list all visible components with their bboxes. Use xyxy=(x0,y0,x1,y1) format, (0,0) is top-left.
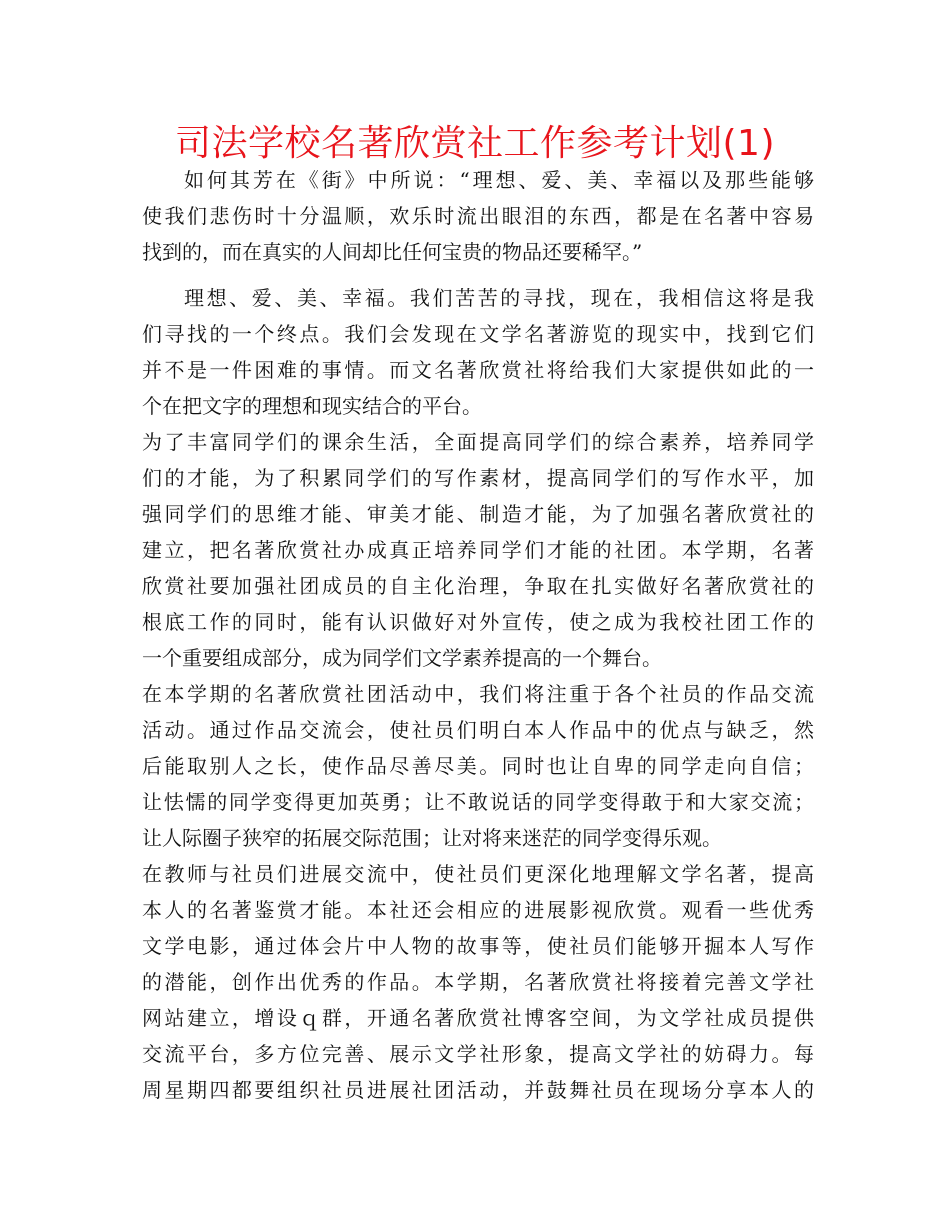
paragraph-2 xyxy=(142,280,814,424)
text-line: 周星期四都要组织社员进展社团活动，并鼓舞社员在现场分享本人的 xyxy=(142,1078,814,1102)
text-line: 交流平台，多方位完善、展示文学社形象，提高文学社的妨碍力。每 xyxy=(142,1042,814,1066)
text-line: 欣赏社要加强社团成员的自主化治理，争取在扎实做好名著欣赏社的 xyxy=(142,574,814,598)
text-line: 的潜能，创作出优秀的作品。本学期，名著欣赏社将接着完善文学社 xyxy=(142,970,814,994)
text-line: 使我们悲伤时十分温顺，欢乐时流出眼泪的东西，都是在名著中容易 xyxy=(142,204,814,228)
text-line: 后能取别人之长，使作品尽善尽美。同时也让自卑的同学走向自信； xyxy=(142,754,814,778)
document-title: 司法学校名著欣赏社工作参考计划(1) xyxy=(175,123,775,164)
paragraph-4 xyxy=(142,676,814,856)
text-line: 找到的，而在真实的人间却比任何宝贵的物品还要稀罕。” xyxy=(142,240,643,264)
text-line: 在教师与社员们进展交流中，使社员们更深化地理解文学名著，提高 xyxy=(142,862,814,886)
text-line: 如何其芳在《街》中所说：“理想、爱、美、幸福以及那些能够 xyxy=(184,168,814,192)
text-line: 一个重要组成部分，成为同学们文学素养提高的一个舞台。 xyxy=(142,646,662,670)
text-line: 强同学们的思维才能、审美才能、制造才能，为了加强名著欣赏社的 xyxy=(142,502,814,526)
text-line: 本人的名著鉴赏才能。本社还会相应的进展影视欣赏。观看一些优秀 xyxy=(142,898,814,922)
text-line: 为了丰富同学们的课余生活，全面提高同学们的综合素养，培养同学 xyxy=(142,430,814,454)
text-line: 个在把文字的理想和现实结合的平台。 xyxy=(142,394,482,418)
text-line: 文学电影，通过体会片中人物的故事等，使社员们能够开掘本人写作 xyxy=(142,934,814,958)
text-line: 网站建立，增设ｑ群，开通名著欣赏社博客空间，为文学社成员提供 xyxy=(142,1006,814,1030)
paragraph-5 xyxy=(142,856,814,1108)
text-line: 理想、爱、美、幸福。我们苦苦的寻找，现在，我相信这将是我 xyxy=(184,286,814,310)
text-line: 根底工作的同时，能有认识做好对外宣传，使之成为我校社团工作的 xyxy=(142,610,814,634)
text-line: 建立，把名著欣赏社办成真正培养同学们才能的社团。本学期，名著 xyxy=(142,538,814,562)
text-line: 让怯懦的同学变得更加英勇；让不敢说话的同学变得敢于和大家交流； xyxy=(142,790,814,814)
text-line: 在本学期的名著欣赏社团活动中，我们将注重于各个社员的作品交流 xyxy=(142,682,814,706)
paragraph-3 xyxy=(142,424,814,676)
text-line: 们寻找的一个终点。我们会发现在文学名著游览的现实中，找到它们 xyxy=(142,322,814,346)
text-line: 让人际圈子狭窄的拓展交际范围；让对将来迷茫的同学变得乐观。 xyxy=(142,826,722,850)
text-line: 们的才能，为了积累同学们的写作素材，提高同学们的写作水平，加 xyxy=(142,466,814,490)
text-line: 并不是一件困难的事情。而文名著欣赏社将给我们大家提供如此的一 xyxy=(142,358,814,382)
text-line: 活动。通过作品交流会，使社员们明白本人作品中的优点与缺乏，然 xyxy=(142,718,814,742)
paragraph-1 xyxy=(142,162,814,270)
document-body xyxy=(142,162,814,1108)
